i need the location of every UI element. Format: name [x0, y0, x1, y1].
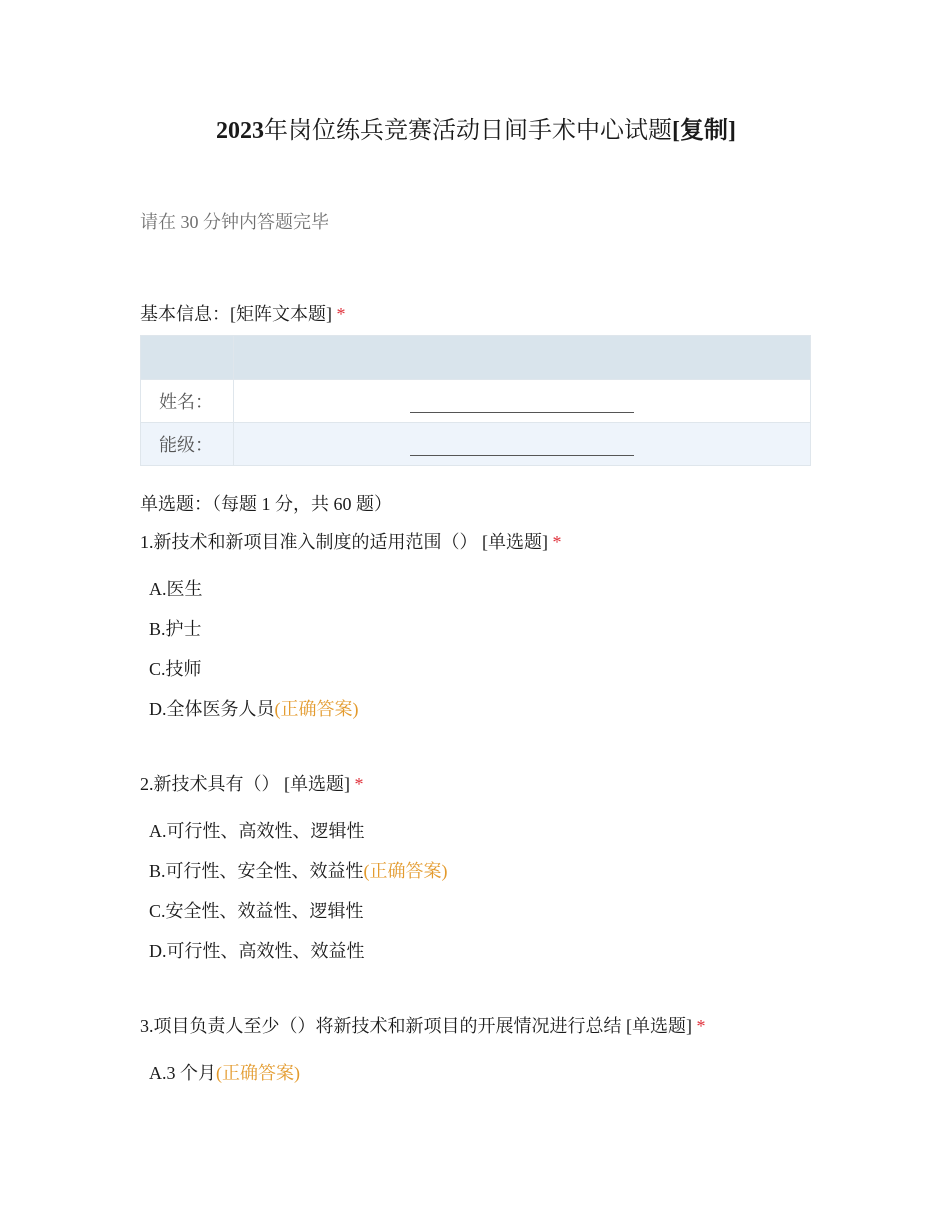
- name-input-blank[interactable]: [410, 390, 634, 413]
- option-label: D.全体医务人员: [149, 699, 275, 719]
- level-input-blank[interactable]: [410, 433, 634, 456]
- title-text: 年岗位练兵竞赛活动日间手术中心试题: [264, 118, 672, 144]
- correct-answer-tag: (正确答案): [363, 861, 448, 881]
- question-2-option-b[interactable]: [149, 857, 448, 883]
- section-header: 单选题：（每题 1 分，共 60 题）: [140, 494, 392, 514]
- question-3-title: [140, 1012, 706, 1038]
- question-1-option-d[interactable]: [149, 695, 359, 721]
- matrix-row-name: [141, 380, 811, 423]
- question-text: 3.项目负责人至少（）将新技术和新项目的开展情况进行总结 [单选题]: [140, 1016, 692, 1036]
- question-text: 1.新技术和新项目准入制度的适用范围（） [单选题]: [140, 532, 548, 552]
- matrix-row-label: 能级：: [141, 423, 234, 466]
- question-1-option-c[interactable]: [149, 655, 202, 681]
- option-label: A.医生: [149, 579, 203, 599]
- title-year: 2023: [216, 118, 264, 144]
- option-label: B.护士: [149, 619, 202, 639]
- question-text: 2.新技术具有（） [单选题]: [140, 774, 350, 794]
- question-1-option-b[interactable]: [149, 615, 202, 641]
- question-2-title: [140, 770, 364, 796]
- required-mark: *: [336, 304, 346, 324]
- question-2-option-a[interactable]: [149, 817, 365, 843]
- required-mark: *: [354, 774, 364, 794]
- option-label: A.可行性、高效性、逻辑性: [149, 821, 365, 841]
- required-mark: *: [552, 532, 562, 552]
- option-label: C.技师: [149, 659, 202, 679]
- basic-info-matrix: [140, 335, 811, 466]
- question-2-option-d[interactable]: [149, 937, 365, 963]
- required-mark: *: [696, 1016, 706, 1036]
- option-label: B.可行性、安全性、效益性: [149, 861, 364, 881]
- matrix-header-cell: [234, 336, 811, 380]
- question-1-title: [140, 528, 562, 554]
- correct-answer-tag: (正确答案): [216, 1063, 300, 1083]
- question-3-option-a[interactable]: [149, 1059, 300, 1085]
- basic-info-title: [140, 300, 346, 326]
- option-label: C.安全性、效益性、逻辑性: [149, 901, 364, 921]
- survey-title: [140, 110, 812, 145]
- title-tag: [复制]: [672, 118, 736, 144]
- matrix-row-level: [141, 423, 811, 466]
- matrix-row-label: 姓名：: [141, 380, 234, 423]
- correct-answer-tag: (正确答案): [274, 699, 359, 719]
- matrix-header-cell: [141, 336, 234, 380]
- survey-instructions: 请在 30 分钟内答题完毕: [140, 212, 329, 232]
- level-input-cell[interactable]: [234, 423, 811, 466]
- question-1-option-a[interactable]: [149, 575, 203, 601]
- option-label: A.3 个月: [149, 1063, 216, 1083]
- basic-info-label: 基本信息：[矩阵文本题]: [140, 304, 332, 324]
- name-input-cell[interactable]: [234, 380, 811, 423]
- matrix-header-row: [141, 336, 811, 380]
- option-label: D.可行性、高效性、效益性: [149, 941, 365, 961]
- question-2-option-c[interactable]: [149, 897, 364, 923]
